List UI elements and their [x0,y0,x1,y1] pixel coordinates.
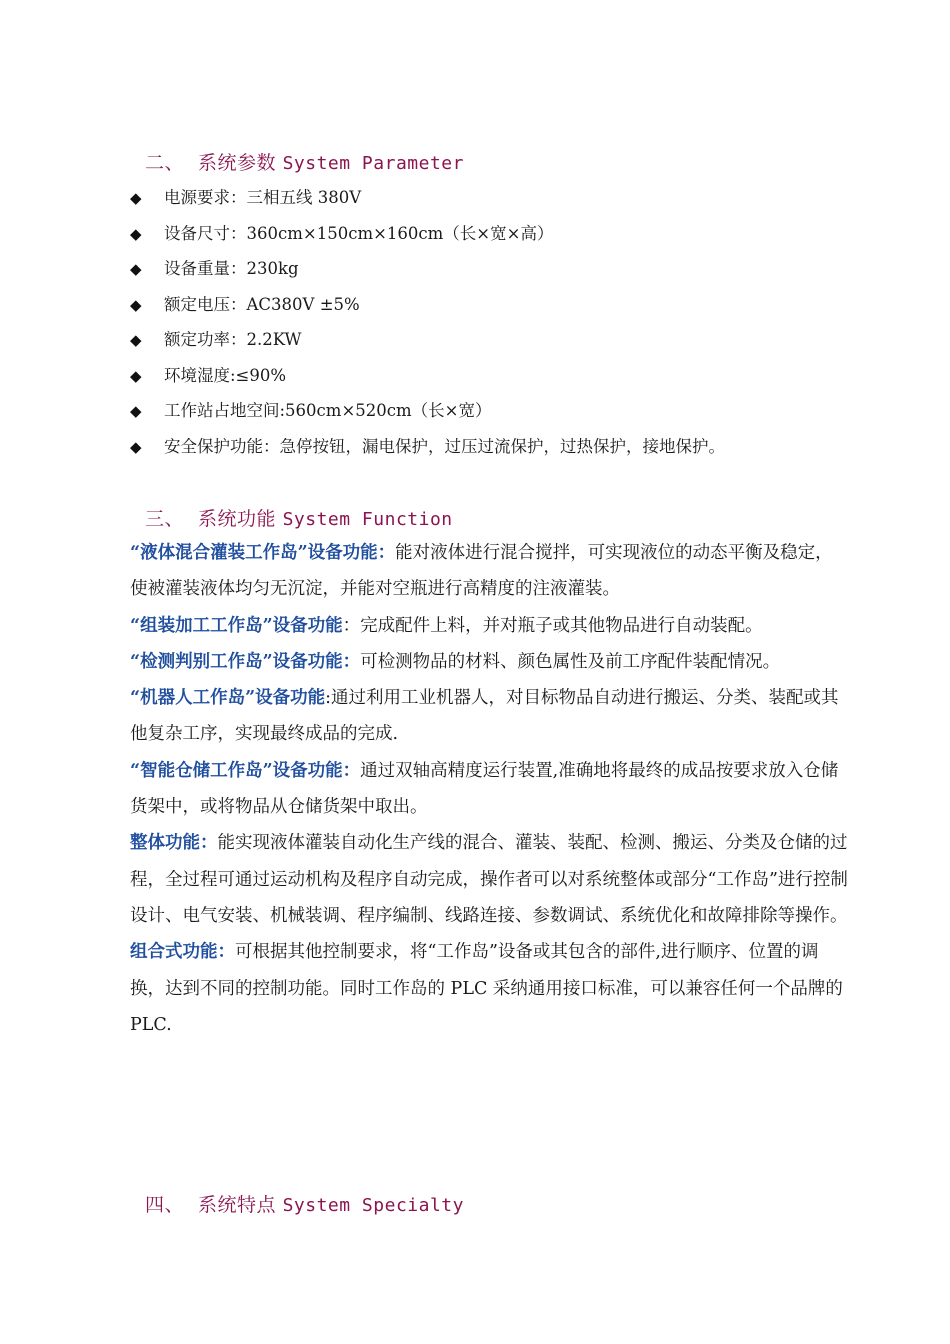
section-title-en: System Function [282,509,453,530]
function-paragraph [130,680,850,753]
section-title-cn: 系统特点 [198,1194,277,1216]
section-heading-specialty [145,1190,464,1217]
list-item: ◆ 额定电压：AC380V ±5% [130,287,725,323]
list-item: ◆ 设备尺寸：360cm×150cm×160cm（长×宽×高） [130,216,725,252]
function-descriptions [130,535,850,1043]
list-item: ◆ 安全保护功能：急停按钮，漏电保护，过压过流保护，过热保护，接地保护。 [130,429,725,465]
section-number: 三、 [145,508,185,530]
function-label: “智能仓储工作岛”设备功能： [130,760,361,781]
diamond-bullet-icon: ◆ [130,402,142,420]
diamond-bullet-icon: ◆ [130,224,142,243]
function-paragraph [130,608,850,644]
function-label: 组合式功能： [130,942,235,963]
section-title-en: System Specialty [282,1195,464,1216]
section-heading-params [145,148,464,175]
diamond-bullet-icon: ◆ [130,331,142,349]
diamond-bullet-icon: ◆ [130,437,142,456]
function-label: 整体功能： [130,833,218,854]
function-paragraph [130,753,850,826]
function-paragraph [130,535,850,608]
diamond-bullet-icon: ◆ [130,260,142,278]
function-text: 通过双轴高精度运行装置,准确地将最终的成品按要求放入仓储货架中，或将物品从仓储货架中取出。 [130,760,839,818]
function-text: :通过利用工业机器人，对目标物品自动进行搬运、分类、装配或其他复杂工序，实现最终成品的完成. [130,688,839,745]
section-number: 二、 [145,152,185,174]
function-label: “检测判别工作岛”设备功能： [130,651,361,672]
list-item: ◆ 设备重量：230kg [130,251,725,287]
function-text: ：完成配件上料，并对瓶子或其他物品进行自动装配。 [342,615,763,636]
diamond-bullet-icon: ◆ [130,295,142,314]
section-title-cn: 系统功能 [198,508,277,530]
parameter-list [130,180,725,464]
diamond-bullet-icon: ◆ [130,366,142,385]
function-paragraph [130,644,850,680]
function-text: 能实现液体灌装自动化生产线的混合、灌装、装配、检测、搬运、分类及仓储的过程，全过程可通过运动机构及程序自动完成，操作者可以对系统整体或部分“工作岛”进行控制设计、电气安装、机械装调、程序编制、线路连接、参数调试、系统优化和故障排除等操作。 [130,833,848,926]
section-number: 四、 [145,1194,185,1216]
list-item: ◆ 环境湿度:≤90% [130,358,725,394]
function-text: 可根据其他控制要求，将“工作岛”设备或其包含的部件,进行顺序、位置的调换，达到不同的控制功能。同时工作岛的 PLC 采纳通用接口标准，可以兼容任何一个品牌的 PLC. [130,942,843,1035]
function-label: “组装加工工作岛”设备功能 [130,615,343,636]
function-paragraph [130,825,850,934]
function-label: “机器人工作岛”设备功能 [130,688,326,709]
list-item: ◆ 额定功率：2.2KW [130,322,725,358]
diamond-bullet-icon: ◆ [130,189,142,207]
section-title-cn: 系统参数 [198,152,277,174]
function-label: “液体混合灌装工作岛”设备功能： [130,543,396,563]
section-heading-functions [145,504,453,531]
function-text: 能对液体进行混合搅拌，可实现液位的动态平衡及稳定，使被灌装液体均匀无沉淀，并能对空瓶进行高精度的注液灌装。 [130,543,833,600]
section-title-en: System Parameter [282,153,464,174]
list-item: ◆ 工作站占地空间:560cm×520cm（长×宽） [130,393,725,429]
list-item: ◆ 电源要求：三相五线 380V [130,180,725,216]
function-paragraph [130,934,850,1043]
function-text: 可检测物品的材料、颜色属性及前工序配件装配情况。 [360,651,781,672]
